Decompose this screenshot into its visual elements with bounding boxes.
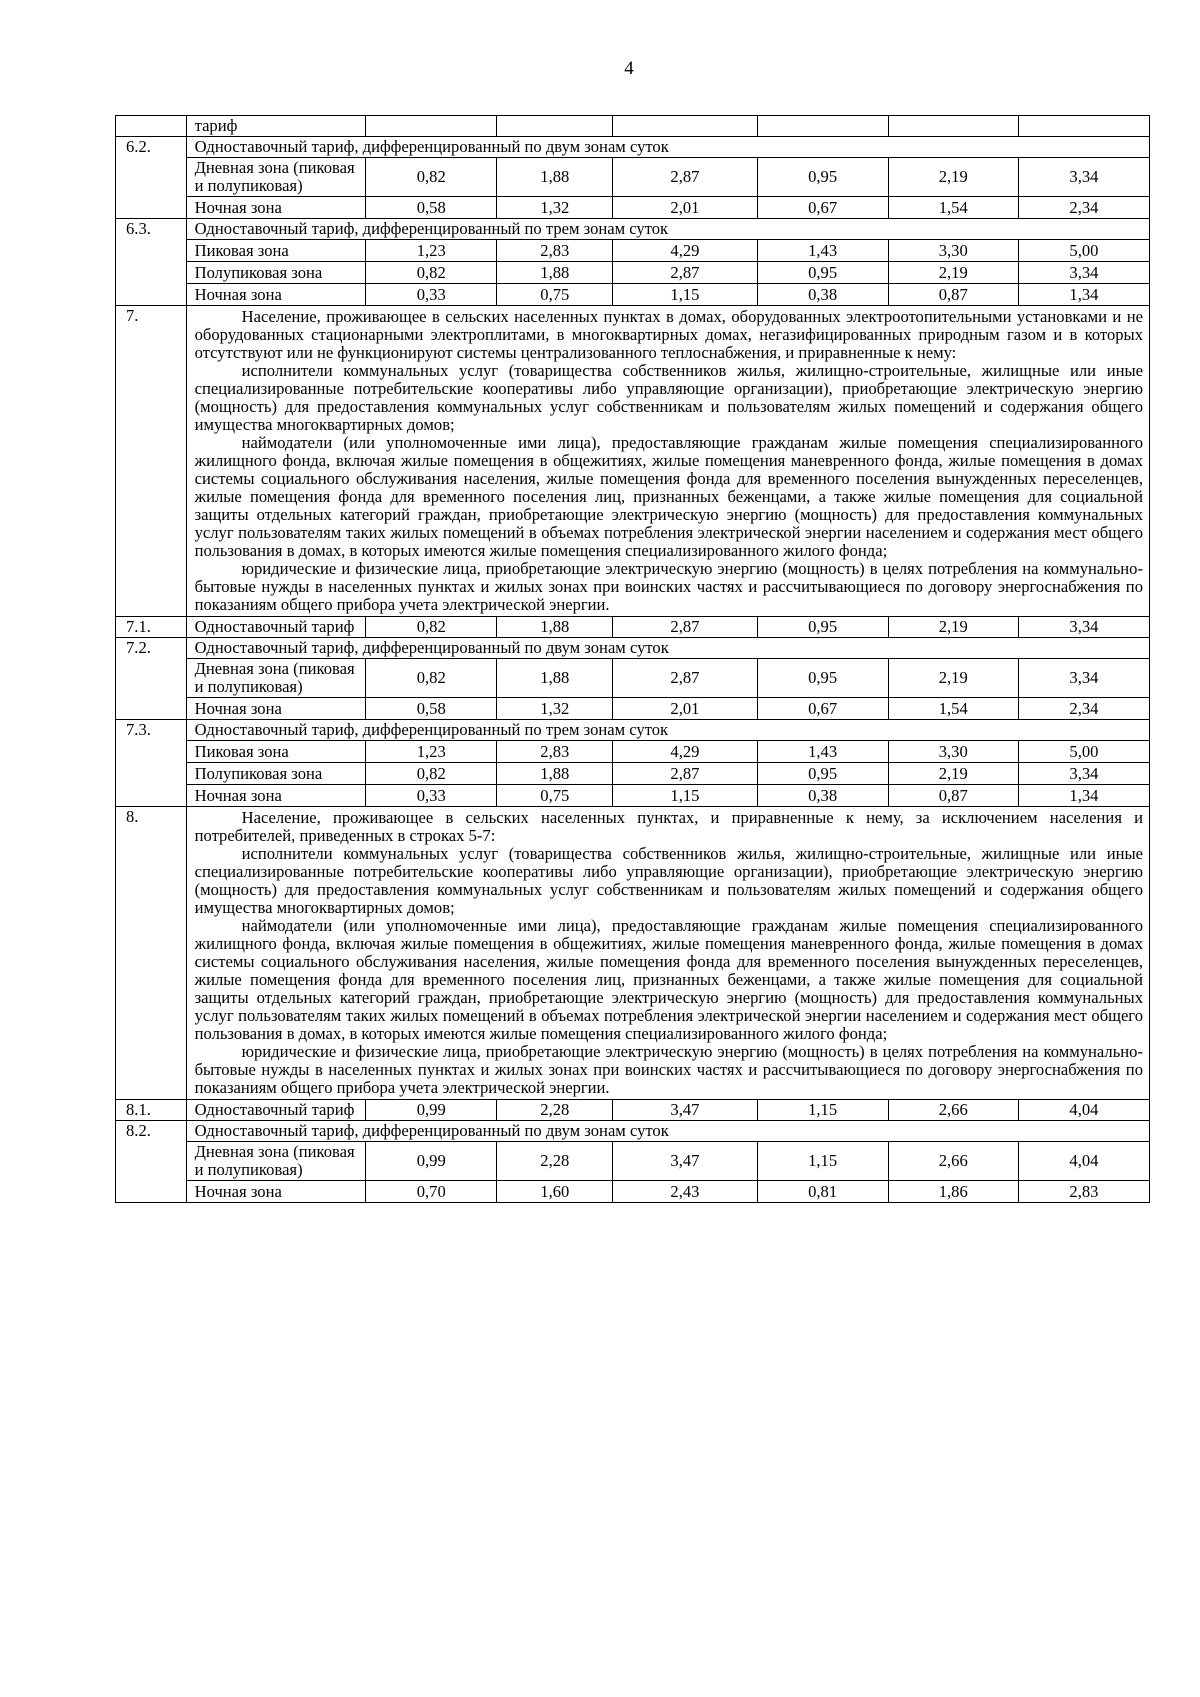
value-cell: 0,99: [366, 1100, 497, 1121]
value-cell: 0,82: [366, 659, 497, 698]
value-cell: 2,87: [613, 158, 757, 197]
value-cell: 1,88: [497, 617, 613, 638]
value-cell: 3,34: [1018, 262, 1149, 284]
table-row: [116, 741, 1150, 763]
value-cell: 1,15: [613, 284, 757, 306]
row-label: Ночная зона: [186, 197, 366, 219]
row-label: Ночная зона: [186, 284, 366, 306]
value-cell: [613, 116, 757, 137]
table-row: [116, 240, 1150, 262]
row-label: Одноставочный тариф: [186, 617, 366, 638]
value-cell: 2,28: [497, 1100, 613, 1121]
row-number: 8.2.: [116, 1121, 187, 1203]
section-title: Одноставочный тариф, дифференцированный по трем зонам суток: [186, 219, 1149, 240]
value-cell: 0,67: [757, 698, 888, 720]
value-cell: 1,15: [757, 1142, 888, 1181]
value-cell: 0,95: [757, 262, 888, 284]
value-cell: 1,86: [888, 1181, 1018, 1203]
value-cell: 0,95: [757, 763, 888, 785]
value-cell: 2,43: [613, 1181, 757, 1203]
value-cell: 0,58: [366, 698, 497, 720]
value-cell: 3,30: [888, 240, 1018, 262]
value-cell: 1,54: [888, 698, 1018, 720]
section-title: Одноставочный тариф, дифференцированный по трем зонам суток: [186, 720, 1149, 741]
value-cell: 0,82: [366, 158, 497, 197]
description-paragraph: исполнители коммунальных услуг (товарищества собственников жилья, жилищно-строительные, жилищные или иные специализированные потребительские кооперативы либо управляющие организации), приобретающие электрическую энергию (мощность) для предоставления коммунальных услуг собственникам и пользователям жилых помещений и содержания общего имущества многоквартирных домов;: [194, 844, 1143, 917]
row-number: 7.2.: [116, 638, 187, 720]
value-cell: 2,83: [497, 240, 613, 262]
value-cell: 0,81: [757, 1181, 888, 1203]
value-cell: 3,34: [1018, 158, 1149, 197]
row-label: Пиковая зона: [186, 741, 366, 763]
value-cell: [497, 116, 613, 137]
value-cell: 4,04: [1018, 1142, 1149, 1181]
value-cell: 1,88: [497, 262, 613, 284]
table-row: [116, 306, 1150, 617]
value-cell: 1,43: [757, 240, 888, 262]
value-cell: 2,87: [613, 763, 757, 785]
value-cell: 0,82: [366, 617, 497, 638]
table-row: [116, 785, 1150, 807]
value-cell: 1,32: [497, 197, 613, 219]
value-cell: 0,75: [497, 785, 613, 807]
table-row: [116, 1100, 1150, 1121]
value-cell: 0,95: [757, 617, 888, 638]
value-cell: 1,34: [1018, 785, 1149, 807]
table-row: [116, 1142, 1150, 1181]
value-cell: 0,95: [757, 659, 888, 698]
value-cell: 1,23: [366, 240, 497, 262]
table-row: [116, 158, 1150, 197]
table-row: [116, 698, 1150, 720]
value-cell: 1,15: [613, 785, 757, 807]
value-cell: 1,88: [497, 158, 613, 197]
value-cell: 2,87: [613, 617, 757, 638]
description-paragraph: исполнители коммунальных услуг (товарищества собственников жилья, жилищно-строительные, жилищные или иные специализированные потребительские кооперативы либо управляющие организации), приобретающие электрическую энергию (мощность) для предоставления коммунальных услуг собственникам и пользователям жилых помещений и содержания общего имущества многоквартирных домов;: [194, 361, 1143, 434]
value-cell: 0,67: [757, 197, 888, 219]
value-cell: 0,58: [366, 197, 497, 219]
value-cell: 5,00: [1018, 240, 1149, 262]
table-row: [116, 617, 1150, 638]
value-cell: 3,34: [1018, 763, 1149, 785]
value-cell: 2,01: [613, 698, 757, 720]
value-cell: 4,29: [613, 240, 757, 262]
value-cell: 3,30: [888, 741, 1018, 763]
row-number: 7.: [116, 306, 187, 617]
value-cell: 2,19: [888, 262, 1018, 284]
value-cell: 5,00: [1018, 741, 1149, 763]
table-row: [116, 1121, 1150, 1142]
table-row: [116, 638, 1150, 659]
row-number: [116, 116, 187, 137]
value-cell: 2,19: [888, 659, 1018, 698]
value-cell: 0,87: [888, 785, 1018, 807]
row-number: 6.3.: [116, 219, 187, 306]
table-row: [116, 1181, 1150, 1203]
section-title: Одноставочный тариф, дифференцированный по двум зонам суток: [186, 1121, 1149, 1142]
description-paragraph: наймодатели (или уполномоченные ими лица), предоставляющие гражданам жилые помещения специализированного жилищного фонда, включая жилые помещения в общежитиях, жилые помещения маневренного фонда, жилые помещения в домах системы социального обслуживания населения, жилые помещения фонда для временного поселения вынужденных переселенцев, жилые помещения фонда для временного поселения лиц, признанных беженцами, а также жилые помещения для социальной защиты отдельных категорий граждан, приобретающие электрическую энергию (мощность) для предоставления коммунальных услуг пользователям таких жилых помещений в объемах потребления электрической энергии населением и содержания мест общего пользования в домах, в которых имеются жилые помещения специализированного жилого фонда;: [194, 916, 1143, 1043]
table-row: [116, 659, 1150, 698]
value-cell: 2,34: [1018, 698, 1149, 720]
section-title: Одноставочный тариф, дифференцированный по двум зонам суток: [186, 137, 1149, 158]
value-cell: 1,88: [497, 763, 613, 785]
value-cell: 0,70: [366, 1181, 497, 1203]
row-label: Одноставочный тариф: [186, 1100, 366, 1121]
value-cell: [757, 116, 888, 137]
table-row: [116, 137, 1150, 158]
row-label: Пиковая зона: [186, 240, 366, 262]
row-number: 8.1.: [116, 1100, 187, 1121]
value-cell: 4,04: [1018, 1100, 1149, 1121]
value-cell: 0,95: [757, 158, 888, 197]
value-cell: 1,43: [757, 741, 888, 763]
value-cell: 3,47: [613, 1100, 757, 1121]
row-label: Ночная зона: [186, 1181, 366, 1203]
row-label: Полупиковая зона: [186, 262, 366, 284]
row-label: Дневная зона (пиковая и полупиковая): [186, 158, 366, 197]
consumer-description: [186, 306, 1149, 617]
value-cell: [1018, 116, 1149, 137]
value-cell: [888, 116, 1018, 137]
value-cell: 0,99: [366, 1142, 497, 1181]
description-paragraph: наймодатели (или уполномоченные ими лица), предоставляющие гражданам жилые помещения специализированного жилищного фонда, включая жилые помещения в общежитиях, жилые помещения маневренного фонда, жилые помещения в домах системы социального обслуживания населения, жилые помещения фонда для временного поселения вынужденных переселенцев, жилые помещения фонда для временного поселения лиц, признанных беженцами, а также жилые помещения для социальной защиты отдельных категорий граждан, приобретающие электрическую энергию (мощность) для предоставления коммунальных услуг пользователям таких жилых помещений в объемах потребления электрической энергии населением и содержания мест общего пользования в домах, в которых имеются жилые помещения специализированного жилого фонда;: [194, 433, 1143, 560]
value-cell: 2,19: [888, 158, 1018, 197]
value-cell: 0,82: [366, 262, 497, 284]
table-row: [116, 807, 1150, 1100]
table-row: [116, 219, 1150, 240]
section-title: Одноставочный тариф, дифференцированный по двум зонам суток: [186, 638, 1149, 659]
value-cell: 1,88: [497, 659, 613, 698]
value-cell: 2,28: [497, 1142, 613, 1181]
table-row: [116, 720, 1150, 741]
value-cell: 3,34: [1018, 617, 1149, 638]
value-cell: 0,33: [366, 284, 497, 306]
table-row: [116, 284, 1150, 306]
page-number: 4: [624, 58, 634, 79]
value-cell: 1,34: [1018, 284, 1149, 306]
value-cell: 2,83: [1018, 1181, 1149, 1203]
value-cell: 1,60: [497, 1181, 613, 1203]
value-cell: 2,19: [888, 617, 1018, 638]
value-cell: 1,23: [366, 741, 497, 763]
value-cell: 2,66: [888, 1142, 1018, 1181]
value-cell: 0,33: [366, 785, 497, 807]
value-cell: 0,82: [366, 763, 497, 785]
value-cell: 1,54: [888, 197, 1018, 219]
value-cell: 0,38: [757, 785, 888, 807]
value-cell: 0,87: [888, 284, 1018, 306]
value-cell: 2,66: [888, 1100, 1018, 1121]
value-cell: 2,87: [613, 659, 757, 698]
row-label: Полупиковая зона: [186, 763, 366, 785]
table-row: [116, 763, 1150, 785]
value-cell: 2,83: [497, 741, 613, 763]
value-cell: 0,38: [757, 284, 888, 306]
value-cell: 2,34: [1018, 197, 1149, 219]
value-cell: 4,29: [613, 741, 757, 763]
value-cell: 1,15: [757, 1100, 888, 1121]
tariff-table: [115, 115, 1150, 1203]
row-number: 6.2.: [116, 137, 187, 219]
row-label: тариф: [186, 116, 366, 137]
row-label: Дневная зона (пиковая и полупиковая): [186, 659, 366, 698]
row-number: 7.3.: [116, 720, 187, 807]
table-row: [116, 116, 1150, 137]
table-row: [116, 197, 1150, 219]
description-paragraph: Население, проживающее в сельских населенных пунктах, и приравненные к нему, за исключением населения и потребителей, приведенных в строках 5-7:: [194, 808, 1143, 845]
description-paragraph: Население, проживающее в сельских населенных пунктах в домах, оборудованных электроотопительными установками и не оборудованных стационарными электроплитами, в многоквартирных домах, негазифицированных природным газом и в которых отсутствуют или не функционируют системы централизованного теплоснабжения, и приравненные к нему:: [194, 307, 1143, 362]
row-number: 8.: [116, 807, 187, 1100]
consumer-description: [186, 807, 1149, 1100]
value-cell: 3,47: [613, 1142, 757, 1181]
row-label: Ночная зона: [186, 698, 366, 720]
table-row: [116, 262, 1150, 284]
value-cell: 3,34: [1018, 659, 1149, 698]
row-label: Дневная зона (пиковая и полупиковая): [186, 1142, 366, 1181]
value-cell: 2,19: [888, 763, 1018, 785]
value-cell: 0,75: [497, 284, 613, 306]
value-cell: 1,32: [497, 698, 613, 720]
row-label: Ночная зона: [186, 785, 366, 807]
value-cell: [366, 116, 497, 137]
value-cell: 2,01: [613, 197, 757, 219]
description-paragraph: юридические и физические лица, приобретающие электрическую энергию (мощность) в целях потребления на коммунально-бытовые нужды в населенных пунктах и жилых зонах при воинских частях и рассчитывающиеся по договору энергоснабжения по показаниям общего прибора учета электрической энергии.: [194, 559, 1143, 614]
value-cell: 2,87: [613, 262, 757, 284]
row-number: 7.1.: [116, 617, 187, 638]
description-paragraph: юридические и физические лица, приобретающие электрическую энергию (мощность) в целях потребления на коммунально-бытовые нужды в населенных пунктах и жилых зонах при воинских частях и рассчитывающиеся по договору энергоснабжения по показаниям общего прибора учета электрической энергии.: [194, 1042, 1143, 1097]
